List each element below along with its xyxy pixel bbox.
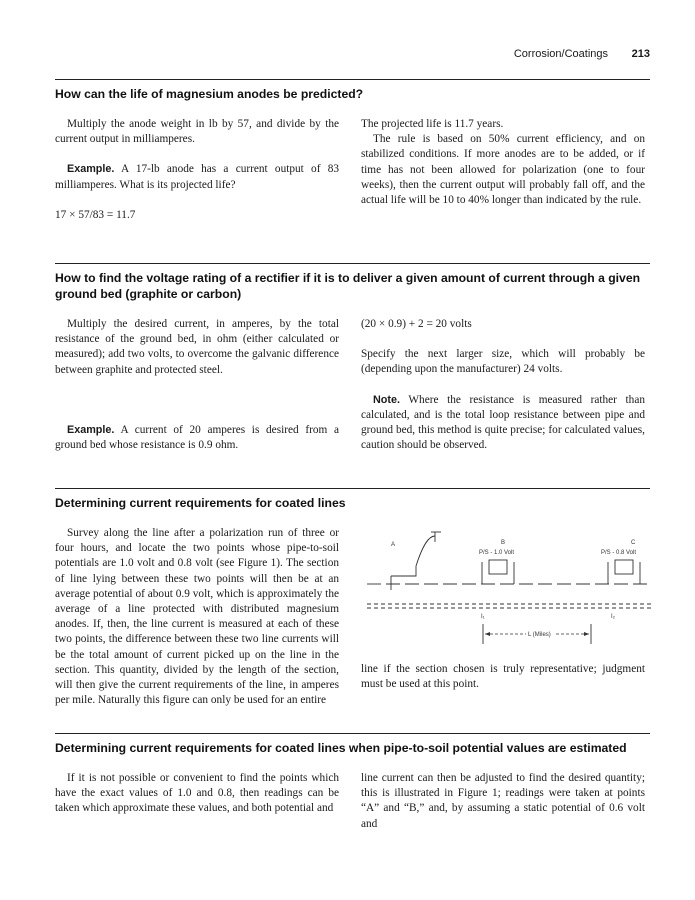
dim-arrow-left	[485, 632, 490, 636]
paragraph: The rule is based on 50% current efficiency, and on stabilized conditions. If more anodes are to be added, or if time has not been allowed for polarization (one to four weeks), then the current output will probably fall off, and the actual life will be 10 to 40% longer than indicated by the rule.	[361, 133, 645, 207]
paragraph: If it is not possible or convenient to find the points which have the exact values of 1.0 and 0.8, then readings can be taken which approximate these values, and both potential and	[55, 772, 339, 815]
paragraph: Multiply the desired current, in amperes, by the total resistance of the ground bed, in ohm (either calculated or measured); add two volts, to overcome the galvanic difference between graphite and protected steel.	[55, 318, 339, 376]
dim-arrow-right	[584, 632, 589, 636]
paragraph: Specify the next larger size, which will probably be (depending upon the manufacturer) 24 volts.	[361, 348, 645, 376]
meter-b	[489, 560, 507, 574]
section-coated-lines	[55, 488, 650, 707]
page-number: 213	[631, 48, 650, 60]
test-lead-a-wire	[391, 566, 416, 576]
left-column	[55, 771, 339, 817]
paragraph: line if the section chosen is truly representative; judgment must be used at this point.	[361, 663, 645, 691]
section-title: How can the life of magnesium anodes be predicted?	[55, 79, 650, 102]
right-column	[361, 526, 645, 706]
section-magnesium-anodes	[55, 79, 650, 221]
example-paragraph	[55, 162, 339, 192]
example-text: A current of 20 amperes is desired from a ground bed whose resistance is 0.9 ohm.	[55, 423, 340, 452]
example-label: Example.	[67, 163, 115, 176]
test-lead-a	[416, 536, 435, 566]
meter-c	[615, 560, 633, 574]
figure-1	[361, 526, 651, 654]
right-column	[361, 117, 645, 208]
section-title: How to find the voltage rating of a rectifier if it is to deliver a given amount of current through a given ground bed (graphite or carbon)	[55, 263, 650, 302]
example-text: A 17-lb anode has a current output of 83 milliamperes. What is its projected life?	[55, 163, 339, 191]
equation: 17 × 57/83 = 11.7	[55, 208, 136, 221]
pipeline-diagram	[361, 526, 651, 654]
label-b-voltage: P/S - 1.0 Volt	[479, 550, 515, 556]
note-label: Note.	[373, 393, 400, 406]
section-title: Determining current requirements for coated lines when pipe-to-soil potential values are estimated	[55, 733, 650, 756]
section-title: Determining current requirements for coated lines	[55, 488, 650, 511]
note-text: Where the resistance is measured rather than calculated, and is the total loop resistance between pipe and ground bed, this method is quite precise; for calculated values, caution should be observed.	[361, 393, 645, 452]
paragraph: The projected life is 11.7 years.	[361, 118, 504, 130]
label-a: A	[391, 542, 396, 548]
label-c-voltage: P/S - 0.8 Volt	[601, 550, 637, 556]
example-paragraph	[55, 423, 339, 453]
equation: (20 × 0.9) + 2 = 20 volts	[361, 318, 472, 330]
label-length: L (Miles)	[528, 632, 551, 638]
label-c: C	[631, 540, 636, 546]
running-title: Corrosion/Coatings	[513, 48, 608, 60]
paragraph: Multiply the anode weight in lb by 57, and divide by the current output in milliamperes.	[55, 118, 339, 146]
right-column	[361, 771, 645, 832]
label-b: B	[501, 540, 506, 546]
paragraph: line current can then be adjusted to find the desired quantity; this is illustrated in Figure 1; readings were taken at points “A” and “B,” and, by assuming a static potential of 0.6 volt and	[361, 772, 645, 830]
note-paragraph	[361, 393, 645, 454]
label-i1: I₁	[481, 614, 485, 620]
example-label: Example.	[67, 423, 115, 436]
section-estimated-potentials	[55, 733, 650, 830]
left-column	[55, 317, 339, 453]
right-column	[361, 317, 645, 453]
left-column	[55, 117, 339, 223]
label-i2: I₂	[611, 614, 615, 620]
paragraph: Survey along the line after a polarization run of three or four hours, and locate the two points whose pipe-to-soil potentials are 1.0 volt and 0.8 volt (see Figure 1). The section of line lying between these two points will then be at an average potential of about 0.9 volt, which is approximately the average of a line protected with distributed magnesium anodes. If, then, the line current is measured at each of these two points, the difference between these two line currents will be the total amount of current picked up on the line in the section. This quantity, divided by the length of the section, will then give the current requirements of the line, in amperes per mile. Naturally this figure can only be used for an entire	[55, 527, 339, 707]
left-column	[55, 526, 339, 708]
page-header	[55, 48, 650, 66]
section-rectifier-voltage	[55, 263, 650, 452]
